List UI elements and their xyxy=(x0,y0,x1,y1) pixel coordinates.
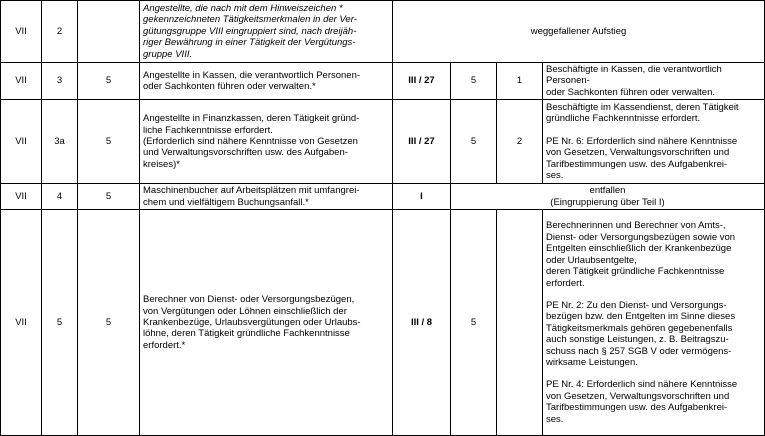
remark-cell-line: PE Nr. 4: Erforderlich sind nähere Kenntnisse xyxy=(546,379,738,391)
description-cell-line: von Vergütungen oder Löhnen einschließlich der xyxy=(143,305,347,317)
verguetungsgruppe-cell: VII xyxy=(1,184,42,210)
description-cell-line: löhne, deren Tätigkeit gründliche Fachkenntnisse xyxy=(143,328,350,340)
remark-cell-line: Beschäftigte im Kassendienst, deren Tätigkeit xyxy=(546,102,739,113)
description-cell-line: und Verwaltungsvorschriften usw. des Aufgaben- xyxy=(143,147,348,159)
verguetungsgruppe-cell: VII xyxy=(1,100,42,184)
table-row xyxy=(1,1,765,63)
description-cell-line: kreises)* xyxy=(143,158,180,170)
remark-cell-line: auch sonstige Leistungen, z. B. Beitragszu- xyxy=(546,334,729,346)
entgeltgruppe-cell: I xyxy=(393,184,451,210)
remark-cell-line: oder Sachkonten führen oder verwalten. xyxy=(546,86,715,98)
description-cell-line: gekennzeichneten Tätigkeitsmerkmalen in der Ver- xyxy=(143,14,357,26)
remark-cell-line: deren Tätigkeit gründliche Fachkenntnisse xyxy=(546,266,725,278)
description-cell xyxy=(140,100,393,184)
fallgruppe-cell: 3a xyxy=(42,100,78,184)
description-cell-line: gruppe VIII. xyxy=(143,48,193,60)
description-cell-line: liche Fachkenntnisse erfordert. xyxy=(143,124,273,136)
fallgruppe-cell: 5 xyxy=(42,210,78,436)
description-cell xyxy=(140,210,393,436)
abschnitt-cell: 2 xyxy=(497,100,543,184)
description-cell xyxy=(140,184,393,210)
remark-cell-line: von Gesetzen, Verwaltungsvorschriften und xyxy=(546,147,730,159)
description-cell xyxy=(140,63,393,100)
remark-cell xyxy=(393,1,765,63)
remark-cell-line: Tarifbestimmungen usw. des Aufgabenkrei- xyxy=(546,402,728,414)
remark-cell-line: Tarifbestimmungen usw. des Aufgabenkrei- xyxy=(546,158,728,170)
remark-cell-line: gründliche Fachkenntnisse erfordert. xyxy=(546,113,701,125)
description-cell-line: Angestellte in Finanzkassen, deren Tätigkeit gründ- xyxy=(143,113,360,125)
remark-cell-line: oder Urlaubsentgelte, xyxy=(546,254,637,266)
remark-cell-line: PE Nr. 6: Erforderlich sind nähere Kenntnisse xyxy=(546,135,738,147)
remark-cell-line: Tätigkeitsmerkmals gehören gegebenenfalls xyxy=(546,322,733,334)
description-cell-line: oder Sachkonten führen oder verwalten.* xyxy=(143,81,316,93)
description-cell-line: (Erforderlich sind nähere Kenntnisse von Gesetzen xyxy=(143,136,358,148)
fallgruppe-cell: 2 xyxy=(42,1,78,63)
description-cell-line: riger Bewährung in einer Tätigkeit der Vergütungs- xyxy=(143,37,356,49)
teil-cell: 5 xyxy=(78,184,140,210)
teil-cell: 5 xyxy=(78,210,140,436)
description-cell-line: gütungsgruppe VIII eingruppiert sind, nach dreijäh- xyxy=(143,25,357,37)
remark-cell-line: erfordert. xyxy=(546,277,585,289)
remark-cell-line: bezügen bzw. den Entgelten im Sinne dieses xyxy=(546,311,736,323)
stufe-cell: 5 xyxy=(451,210,497,436)
remark-cell-line: (Eingruppierung über Teil I) xyxy=(550,196,665,208)
table-row xyxy=(1,100,765,184)
table-row xyxy=(1,210,765,436)
description-cell-line: Angestellte, die nach mit dem Hinweiszeichen * xyxy=(143,2,343,14)
description-cell xyxy=(140,1,393,63)
teil-cell: 5 xyxy=(78,100,140,184)
verguetungsgruppe-cell: VII xyxy=(1,1,42,63)
table-row xyxy=(1,63,765,100)
remark-cell xyxy=(451,184,765,210)
remark-cell-line: weggefallener Aufstieg xyxy=(530,25,627,37)
description-cell-line: Angestellte in Kassen, die verantwortlich Personen- xyxy=(143,69,361,81)
description-cell-line: Krankenbezüge, Urlaubsvergütungen oder Urlaubs- xyxy=(143,317,361,329)
description-cell-line: Berechner von Dienst- oder Versorgungsbezügen, xyxy=(143,294,355,306)
remark-cell-line: entfallen xyxy=(589,185,626,197)
remark-cell xyxy=(543,63,765,100)
description-cell-line: erfordert.* xyxy=(143,339,186,351)
remark-cell-line: von Gesetzen, Verwaltungsvorschriften und xyxy=(546,390,730,402)
remark-cell-line: ses. xyxy=(546,413,564,425)
remark-cell xyxy=(543,210,765,436)
table-row xyxy=(1,184,765,210)
verguetungsgruppe-cell: VII xyxy=(1,63,42,100)
remark-cell-line: Dienst- oder Versorgungsbezügen sowie von xyxy=(546,231,736,243)
entgeltgruppe-cell: III / 27 xyxy=(393,100,451,184)
remark-cell-line: Berechnerinnen und Berechner von Amts-, xyxy=(546,220,726,232)
teil-cell xyxy=(78,1,140,63)
remark-cell-line: Entgelten einschließlich der Krankenbezüge xyxy=(546,243,732,255)
entgeltgruppe-cell: III / 8 xyxy=(393,210,451,436)
abschnitt-cell: 1 xyxy=(497,63,543,100)
entgeltgruppe-cell: III / 27 xyxy=(393,63,451,100)
description-cell-line: chem und vielfältigem Buchungsanfall.* xyxy=(143,196,309,208)
remark-cell-line: Beschäftigte in Kassen, die verantwortlich Personen- xyxy=(546,64,722,87)
remark-cell-line: wirksame Leistungen. xyxy=(546,356,638,368)
description-cell-line: Maschinenbucher auf Arbeitsplätzen mit umfangrei- xyxy=(143,185,360,197)
teil-cell: 5 xyxy=(78,63,140,100)
stufe-cell: 5 xyxy=(451,63,497,100)
fallgruppe-cell: 3 xyxy=(42,63,78,100)
remark-cell-line: schuss nach § 257 SGB V oder vermögens- xyxy=(546,345,732,357)
remark-cell xyxy=(543,100,765,184)
abschnitt-cell xyxy=(497,210,543,436)
verguetungsgruppe-cell: VII xyxy=(1,210,42,436)
fallgruppe-cell: 4 xyxy=(42,184,78,210)
remark-cell-line: PE Nr. 2: Zu den Dienst- und Versorgungs- xyxy=(546,299,727,311)
remark-cell-line: ses. xyxy=(546,170,564,182)
stufe-cell: 5 xyxy=(451,100,497,184)
